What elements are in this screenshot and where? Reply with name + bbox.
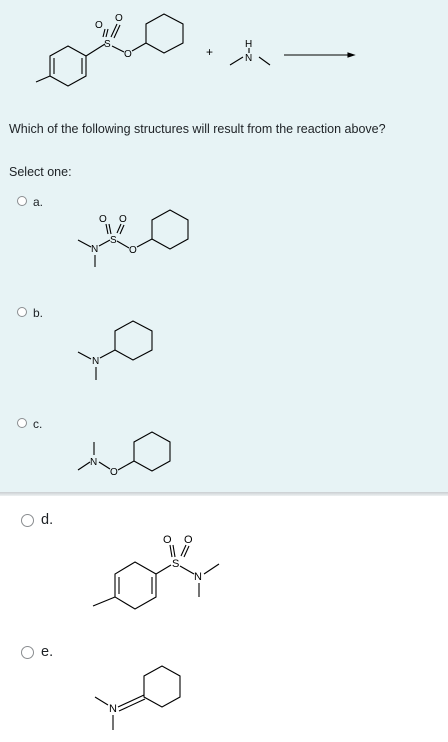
- oxygen-atom: O: [124, 49, 132, 60]
- cyclohexyl-ring: [115, 321, 152, 360]
- option-e-label: e.: [41, 644, 54, 660]
- sulfur-atom: S: [172, 558, 180, 570]
- oxygen-atom: O: [110, 467, 118, 478]
- sulfur-atom: S: [104, 39, 111, 50]
- cyclohexyl-ring: [152, 210, 188, 249]
- hydrogen-atom: H: [245, 39, 253, 50]
- oxygen-atom: O: [115, 13, 123, 24]
- tolyl-ring: [115, 562, 156, 609]
- oxygen-atom: O: [163, 534, 172, 546]
- structure-a: [0, 200, 448, 290]
- nitrogen-atom: N: [109, 703, 117, 715]
- oxygen-atom: O: [184, 534, 193, 546]
- oxygen-atom: O: [119, 214, 127, 225]
- nitrogen-atom: N: [90, 457, 98, 468]
- plus-sign: +: [206, 45, 214, 59]
- option-a-label: a.: [33, 195, 44, 209]
- oxygen-atom: O: [129, 245, 137, 256]
- methyl-bond: [36, 76, 50, 82]
- cyclohexyl-ring: [134, 432, 170, 471]
- structure-b: [0, 312, 448, 392]
- oxygen-atom: O: [99, 214, 107, 225]
- tolyl-ring: [50, 46, 86, 86]
- sulfur-atom: S: [110, 235, 117, 246]
- select-one-label: Select one:: [9, 165, 72, 179]
- oxygen-atom: O: [95, 20, 103, 31]
- structure-d: [0, 520, 448, 620]
- structure-e: [0, 650, 448, 742]
- nitrogen-atom: N: [245, 53, 253, 64]
- option-c-label: c.: [33, 417, 43, 431]
- question-text: Which of the following structures will result from the reaction above?: [9, 122, 386, 136]
- nitrogen-atom: N: [194, 571, 202, 583]
- methyl-bond: [93, 597, 115, 606]
- structure-c: [0, 420, 448, 490]
- nitrogen-atom: N: [92, 356, 100, 367]
- cyclohexyl-ring: [144, 666, 180, 707]
- option-d-label: d.: [41, 512, 54, 528]
- cyclohexyl-ring: [146, 14, 183, 53]
- reaction-scheme: [0, 0, 448, 100]
- option-b-label: b.: [33, 306, 44, 320]
- nitrogen-atom: N: [91, 244, 99, 255]
